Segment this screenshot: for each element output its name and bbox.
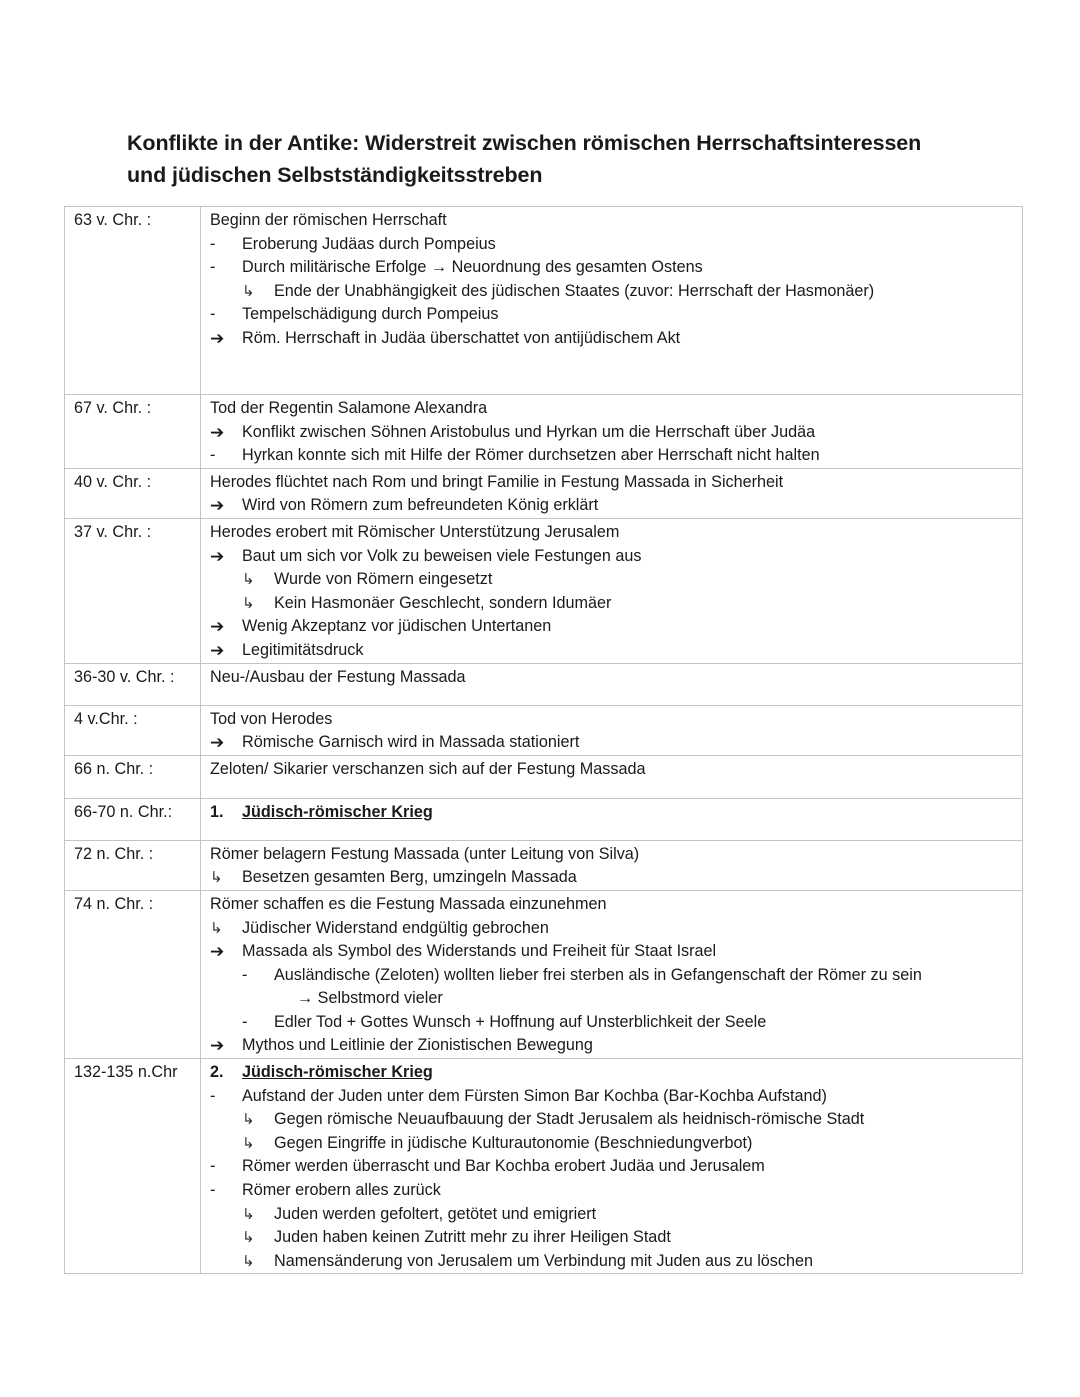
event-line bbox=[210, 731, 1013, 755]
event-line bbox=[210, 209, 1013, 233]
event-text: Ausländische (Zeloten) wollten lieber frei sterben als in Gefangenschaft der Römer zu sein bbox=[274, 965, 922, 984]
event-line bbox=[210, 545, 1013, 569]
event-text: Tod der Regentin Salamone Alexandra bbox=[210, 399, 488, 417]
timeline-row bbox=[65, 1059, 1023, 1274]
event-text: Beginn der römischen Herrschaft bbox=[210, 211, 447, 229]
event-text: Juden werden gefoltert, getötet und emigriert bbox=[274, 1204, 597, 1223]
event-text: Mythos und Leitlinie der Zionistischen Bewegung bbox=[242, 1036, 593, 1055]
timeline-table bbox=[64, 206, 1023, 1274]
dash-bullet-icon: - bbox=[210, 1181, 216, 1200]
event-cell bbox=[201, 663, 1023, 705]
event-cell bbox=[201, 840, 1023, 890]
event-text: Tempelschädigung durch Pompeius bbox=[242, 305, 499, 324]
arrow-right-icon: ➔ bbox=[210, 546, 225, 566]
dash-bullet-icon: - bbox=[242, 1012, 248, 1031]
hook-arrow-icon: ↳ bbox=[242, 1252, 255, 1270]
dash-bullet-icon: - bbox=[210, 258, 216, 277]
event-text: Aufstand der Juden unter dem Fürsten Simon Bar Kochba (Bar-Kochba Aufstand) bbox=[242, 1086, 827, 1105]
timeline-row bbox=[65, 663, 1023, 705]
event-text: Herodes flüchtet nach Rom und bringt Familie in Festung Massada in Sicherheit bbox=[210, 472, 784, 491]
event-text: Juden haben keinen Zutritt mehr zu ihrer Heiligen Stadt bbox=[274, 1228, 671, 1247]
event-cell bbox=[201, 755, 1023, 798]
event-text: Römer erobern alles zurück bbox=[242, 1181, 441, 1200]
dash-bullet-icon: - bbox=[210, 1086, 216, 1105]
timeline-row bbox=[65, 395, 1023, 469]
arrow-right-icon: ➔ bbox=[210, 942, 225, 962]
timeline-row bbox=[65, 207, 1023, 395]
event-text: Besetzen gesamten Berg, umzingeln Massada bbox=[242, 868, 577, 887]
event-line bbox=[210, 256, 1013, 280]
event-line bbox=[210, 866, 1013, 890]
event-line bbox=[210, 758, 1013, 782]
dash-bullet-icon: - bbox=[210, 305, 216, 324]
hook-arrow-icon: ↳ bbox=[242, 1134, 255, 1152]
hook-arrow-icon: ↳ bbox=[242, 1111, 255, 1129]
dash-bullet-icon: - bbox=[242, 965, 248, 984]
event-text: Tod von Herodes bbox=[210, 709, 333, 728]
event-line bbox=[210, 964, 1013, 988]
section-heading: Jüdisch-römischer Krieg bbox=[242, 1063, 433, 1082]
dash-bullet-icon: - bbox=[210, 446, 216, 465]
date-cell: 72 n. Chr. : bbox=[65, 840, 201, 890]
event-cell bbox=[201, 518, 1023, 663]
event-line bbox=[210, 1226, 1013, 1250]
event-text: Römer belagern Festung Massada (unter Leitung von Silva) bbox=[210, 844, 640, 863]
event-line bbox=[210, 1108, 1013, 1132]
event-cell bbox=[201, 395, 1023, 469]
timeline-body bbox=[65, 207, 1023, 1274]
hook-arrow-icon: ↳ bbox=[210, 869, 223, 887]
hook-arrow-icon: ↳ bbox=[242, 282, 255, 300]
arrow-right-icon: ➔ bbox=[210, 1036, 225, 1056]
event-line bbox=[210, 1034, 1013, 1058]
event-line bbox=[210, 639, 1013, 663]
timeline-row bbox=[65, 890, 1023, 1058]
event-line bbox=[210, 917, 1013, 941]
event-text: Massada als Symbol des Widerstands und Freiheit für Staat Israel bbox=[242, 942, 717, 961]
title-line-2: und jüdischen Selbstständigkeitsstreben bbox=[127, 163, 543, 187]
timeline-row bbox=[65, 840, 1023, 890]
date-cell: 66 n. Chr. : bbox=[65, 755, 201, 798]
event-line bbox=[210, 233, 1013, 257]
event-line bbox=[210, 1203, 1013, 1227]
event-line bbox=[210, 521, 1013, 545]
event-line bbox=[210, 280, 1013, 304]
event-line bbox=[210, 494, 1013, 518]
date-cell: 37 v. Chr. : bbox=[65, 518, 201, 663]
event-line bbox=[210, 568, 1013, 592]
event-line bbox=[210, 1155, 1013, 1179]
event-text: Neu-/Ausbau der Festung Massada bbox=[210, 667, 466, 686]
date-cell: 67 v. Chr. : bbox=[65, 395, 201, 469]
event-line bbox=[210, 1132, 1013, 1156]
arrow-right-icon: ➔ bbox=[210, 617, 225, 637]
event-text: Ende der Unabhängigkeit des jüdischen Staates (zuvor: Herrschaft der Hasmonäer) bbox=[274, 281, 875, 300]
event-text: Durch militärische Erfolge → Neuordnung des gesamten Ostens bbox=[242, 258, 703, 277]
section-heading: Jüdisch-römischer Krieg bbox=[242, 802, 433, 821]
arrow-right-icon: ➔ bbox=[210, 328, 225, 348]
event-line bbox=[210, 615, 1013, 639]
event-text: Jüdischer Widerstand endgültig gebrochen bbox=[242, 918, 549, 937]
title-line-1: Konflikte in der Antike: Widerstreit zwischen römischen Herrschaftsinteressen bbox=[127, 131, 922, 155]
event-text: Konflikt zwischen Söhnen Aristobulus und Hyrkan um die Herrschaft über Judäa bbox=[242, 422, 816, 441]
event-cell bbox=[201, 798, 1023, 840]
event-text: Gegen römische Neuaufbauung der Stadt Jerusalem als heidnisch-römische Stadt bbox=[274, 1110, 865, 1129]
arrow-right-icon: ➔ bbox=[210, 422, 225, 442]
dash-bullet-icon: - bbox=[210, 234, 216, 253]
event-line bbox=[210, 1011, 1013, 1035]
event-text: Zeloten/ Sikarier verschanzen sich auf der Festung Massada bbox=[210, 759, 646, 778]
event-text: Römer schaffen es die Festung Massada einzunehmen bbox=[210, 894, 607, 913]
event-cell bbox=[201, 207, 1023, 395]
event-text: Wird von Römern zum befreundeten König erklärt bbox=[242, 496, 599, 515]
event-line bbox=[210, 303, 1013, 327]
event-text: Edler Tod + Gottes Wunsch + Hoffnung auf Unsterblichkeit der Seele bbox=[274, 1012, 767, 1031]
event-line bbox=[210, 1250, 1013, 1274]
dash-bullet-icon: - bbox=[210, 1157, 216, 1176]
event-line bbox=[210, 1085, 1013, 1109]
event-line bbox=[210, 666, 1013, 690]
event-text: Römer werden überrascht und Bar Kochba erobert Judäa und Jerusalem bbox=[242, 1157, 765, 1176]
event-text: Herodes erobert mit Römischer Unterstützung Jerusalem bbox=[210, 522, 620, 541]
event-text: Gegen Eingriffe in jüdische Kulturautonomie (Beschniedungverbot) bbox=[274, 1133, 753, 1152]
event-text: → Selbstmord vieler bbox=[297, 989, 443, 1008]
heading-number: 2. bbox=[210, 1063, 224, 1082]
event-cell bbox=[201, 890, 1023, 1058]
event-line bbox=[210, 397, 1013, 421]
event-text: Baut um sich vor Volk zu beweisen viele Festungen aus bbox=[242, 546, 642, 565]
arrow-right-icon: ➔ bbox=[210, 496, 225, 516]
date-cell: 40 v. Chr. : bbox=[65, 468, 201, 518]
date-cell: 36-30 v. Chr. : bbox=[65, 663, 201, 705]
timeline-row bbox=[65, 755, 1023, 798]
arrow-right-icon: ➔ bbox=[210, 733, 225, 753]
event-line bbox=[210, 327, 1013, 351]
heading-number: 1. bbox=[210, 802, 224, 821]
event-line bbox=[210, 1179, 1013, 1203]
event-cell bbox=[201, 1059, 1023, 1274]
date-cell: 132-135 n.Chr bbox=[65, 1059, 201, 1274]
hook-arrow-icon: ↳ bbox=[210, 919, 223, 937]
date-cell: 66-70 n. Chr.: bbox=[65, 798, 201, 840]
event-text: Kein Hasmonäer Geschlecht, sondern Idumäer bbox=[274, 593, 612, 612]
event-line bbox=[210, 801, 1013, 825]
hook-arrow-icon: ↳ bbox=[242, 1229, 255, 1247]
event-line bbox=[210, 1061, 1013, 1085]
event-text: Röm. Herrschaft in Judäa überschattet von antijüdischem Akt bbox=[242, 328, 681, 347]
event-line bbox=[210, 471, 1013, 495]
date-cell: 4 v.Chr. : bbox=[65, 705, 201, 755]
date-cell: 63 v. Chr. : bbox=[65, 207, 201, 395]
event-text: Eroberung Judäas durch Pompeius bbox=[242, 234, 496, 253]
document-title bbox=[127, 127, 1007, 191]
event-text: Wurde von Römern eingesetzt bbox=[274, 570, 493, 589]
event-line bbox=[210, 893, 1013, 917]
event-text: Legitimitätsdruck bbox=[242, 640, 364, 659]
timeline-row bbox=[65, 518, 1023, 663]
event-text: Wenig Akzeptanz vor jüdischen Untertanen bbox=[242, 617, 552, 636]
hook-arrow-icon: ↳ bbox=[242, 1205, 255, 1223]
event-line bbox=[210, 708, 1013, 732]
date-cell: 74 n. Chr. : bbox=[65, 890, 201, 1058]
event-line bbox=[210, 444, 1013, 468]
timeline-row bbox=[65, 705, 1023, 755]
event-text: Namensänderung von Jerusalem um Verbindung mit Juden aus zu löschen bbox=[274, 1251, 814, 1270]
arrow-right-icon: ➔ bbox=[210, 640, 225, 660]
event-text: Hyrkan konnte sich mit Hilfe der Römer durchsetzen aber Herrschaft nicht halten bbox=[242, 446, 820, 465]
timeline-row bbox=[65, 798, 1023, 840]
event-line bbox=[210, 987, 1013, 1011]
event-cell bbox=[201, 468, 1023, 518]
event-line bbox=[210, 940, 1013, 964]
event-cell bbox=[201, 705, 1023, 755]
event-line bbox=[210, 843, 1013, 867]
hook-arrow-icon: ↳ bbox=[242, 594, 255, 612]
event-line bbox=[210, 592, 1013, 616]
event-line bbox=[210, 421, 1013, 445]
timeline-row bbox=[65, 468, 1023, 518]
event-text: Römische Garnisch wird in Massada stationiert bbox=[242, 733, 580, 752]
hook-arrow-icon: ↳ bbox=[242, 571, 255, 589]
